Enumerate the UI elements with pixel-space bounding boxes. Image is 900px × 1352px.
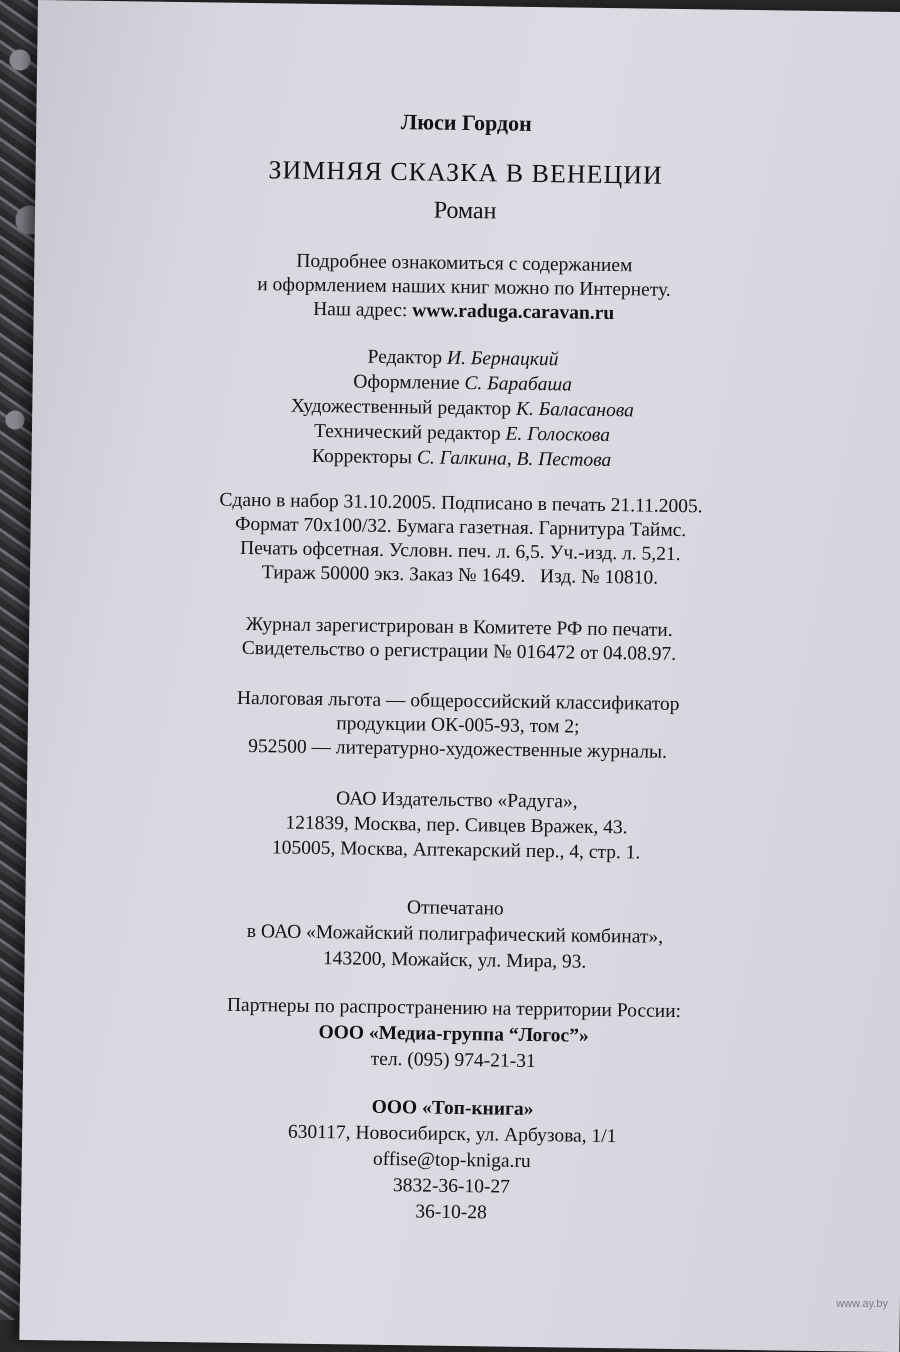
- credit-role: Корректоры: [311, 445, 413, 469]
- credit-person: С. Барабаша: [464, 372, 573, 396]
- publisher-line: ОАО Издательство «Радуга»,: [335, 788, 578, 813]
- tax-line: продукции ОК-005-93, том 2;: [336, 713, 580, 738]
- topkniga-info: [21, 1090, 883, 1232]
- publisher-info: [26, 782, 887, 869]
- spec-line: Формат 70х100/32. Бумага газетная. Гарнитура Таймс.: [234, 513, 687, 542]
- publisher-line: 121839, Москва, пер. Сивцев Вражек, 43.: [285, 812, 628, 839]
- journal-registration: [29, 610, 890, 670]
- tax-line: Налоговая льгота — общероссийский классификатор: [236, 687, 680, 716]
- credit-person: И. Бернацкий: [446, 347, 559, 371]
- book-genre: Роман: [433, 197, 497, 225]
- distribution-partners: [23, 990, 884, 1080]
- topkniga-phone: 36-10-28: [415, 1201, 488, 1224]
- internet-info: [34, 246, 895, 330]
- printer-info: [24, 890, 885, 980]
- author-name: Люси Гордон: [400, 109, 532, 136]
- topkniga-phone: 3832-36-10-27: [392, 1175, 511, 1198]
- tax-line: 952500 — литературно-художественные журналы.: [247, 736, 668, 763]
- intro-line: Подробнее ознакомиться с содержанием: [296, 250, 633, 277]
- printer-line: 143200, Можайск, ул. Мира, 93.: [322, 948, 587, 973]
- partner-company: ООО «Медиа-группа “Логос”»: [318, 1022, 589, 1047]
- site-watermark: www.ay.by: [836, 1298, 888, 1310]
- intro-line: и оформлением наших книг можно по Интернету.: [257, 274, 671, 301]
- website-url: www.raduga.caravan.ru: [412, 300, 615, 325]
- spec-line: Печать офсетная. Условн. печ. л. 6,5. Уч.-изд. л. 5,21.: [239, 537, 681, 566]
- credit-role: Редактор: [367, 346, 443, 369]
- spec-line: Тираж 50000 экз. Заказ № 1649. Изд. № 10810.: [261, 562, 659, 589]
- spec-line: Сдано в набор 31.10.2005. Подписано в печать 21.11.2005.: [219, 489, 703, 518]
- credit-role: Художественный редактор: [290, 395, 512, 420]
- printer-line: Отпечатано: [406, 897, 504, 920]
- credit-person: Е. Голоскова: [505, 423, 611, 447]
- print-specs: [30, 486, 891, 594]
- publisher-line: 105005, Москва, Аптекарский пер., 4, стр. 1.: [271, 837, 641, 864]
- partner-phone: тел. (095) 974-21-31: [370, 1048, 536, 1073]
- journal-line: Свидетельство о регистрации № 016472 от 04.08.97.: [241, 637, 677, 665]
- topkniga-company: ООО «Топ-книга»: [371, 1096, 534, 1121]
- book-title: ЗИМНЯЯ СКАЗКА В ВЕНЕЦИИ: [268, 155, 664, 190]
- journal-line: Журнал зарегистрирован в Комитете РФ по печати.: [245, 613, 673, 641]
- credit-role: Оформление: [353, 371, 460, 394]
- book-page: [19, 0, 900, 1352]
- credit-role: Технический редактор: [313, 420, 501, 445]
- partners-heading: Партнеры по распространению на территории России:: [226, 994, 682, 1023]
- credit-person: К. Баласанова: [515, 398, 635, 422]
- topkniga-address: 630117, Новосибирск, ул. Арбузова, 1/1: [287, 1121, 617, 1148]
- credits-list: [32, 340, 894, 477]
- tax-benefit: [27, 684, 888, 768]
- address-label: Наш адрес:: [313, 298, 413, 322]
- printer-line: в ОАО «Можайский полиграфический комбинат»,: [246, 921, 664, 948]
- topkniga-email: offise@top-kniga.ru: [372, 1148, 531, 1172]
- credit-person: С. Галкина, В. Пестова: [416, 447, 612, 472]
